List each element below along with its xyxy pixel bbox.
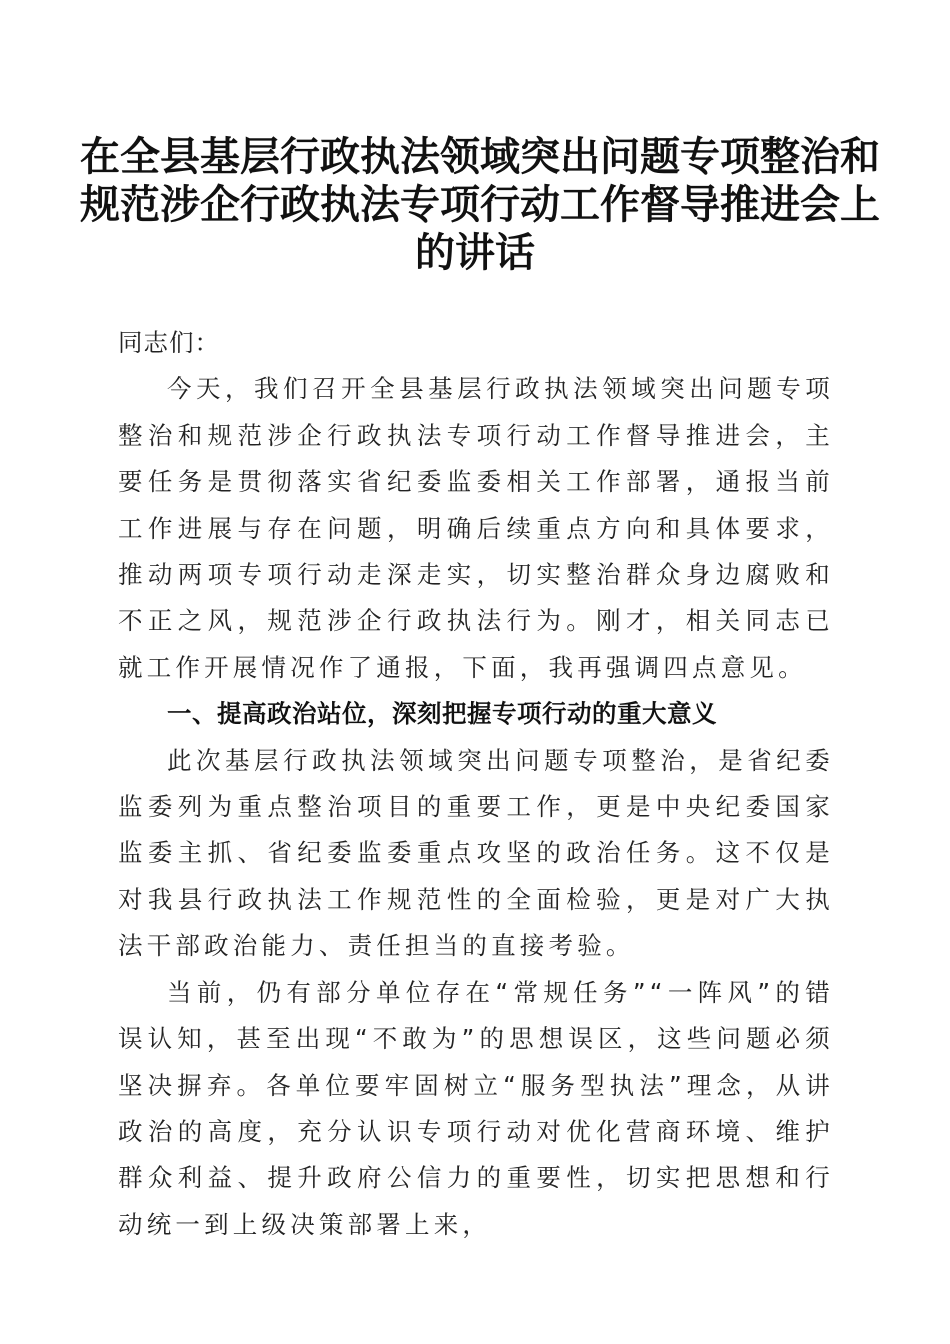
title-line-1: 在全县基层行政执法领域突出问题专项整治和 [80,133,880,180]
salutation: 同志们： [118,328,220,357]
paragraph-intro: 今天，我们召开全县基层行政执法领域突出问题专项整治和规范涉企行政执法专项行动工作督导推进会，主要任务是贯彻落实省纪委监委相关工作部署，通报当前工作进展与存在问题，明确后续重点方向和具体要求，推动两项专项行动走深走实，切实整治群众身边腐败和不正之风，规范涉企行政执法行为。刚才，相关同志已就工作开展情况作了通报，下面，我再强调四点意见。 [118,374,834,682]
document-body [118,320,834,1248]
title-line-3: 的讲话 [415,229,535,276]
title-line-2: 规范涉企行政执法专项行动工作督导推进会上 [80,181,880,228]
paragraph-significance: 此次基层行政执法领域突出问题专项整治，是省纪委监委列为重点整治项目的重要工作，更是中央纪委国家监委主抓、省纪委监委重点攻坚的政治任务。这不仅是对我县行政执法工作规范性的全面检验，更是对广大执法干部政治能力、责任担当的直接考验。 [118,745,834,961]
section-heading-1: 一、提高政治站位，深刻把握专项行动的重大意义 [167,699,717,729]
document-title [80,133,880,277]
paragraph-current-issues: 当前，仍有部分单位存在“常规任务”“一阵风”的错误认知，甚至出现“不敢为”的思想误区，这些问题必须坚决摒弃。各单位要牢固树立“服务型执法”理念，从讲政治的高度，充分认识专项行动对优化营商环境、维护群众利益、提升政府公信力的重要性，切实把思想和行动统一到上级决策部署上来， [118,977,834,1239]
